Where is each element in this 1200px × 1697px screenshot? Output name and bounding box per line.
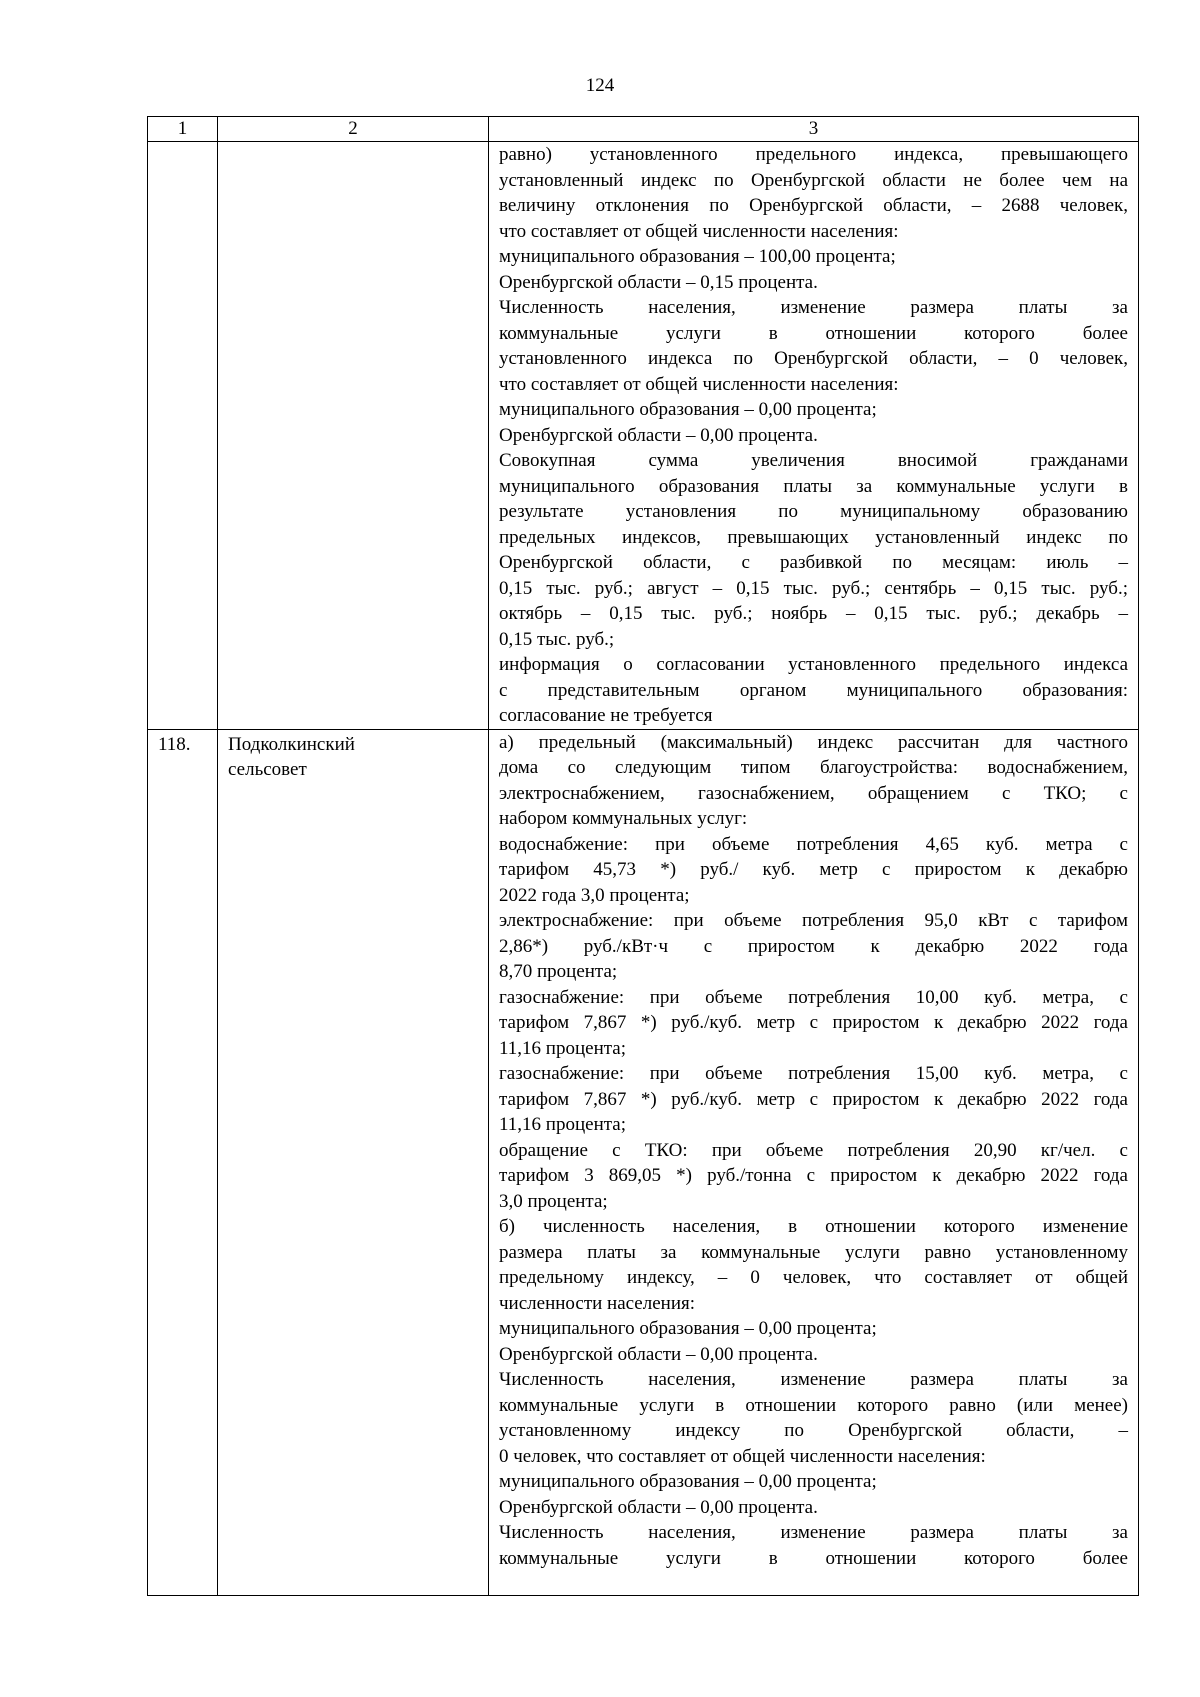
text-line: тарифом 3 869,05 *) руб./тонна с приростом к декабрю 2022 года (499, 1165, 1128, 1186)
text-line: 11,16 процента; (499, 1037, 626, 1059)
header-cell-3: 3 (489, 117, 1139, 142)
text-line: коммунальные услуги в отношении которого более (499, 322, 1128, 344)
text-line: обращение с ТКО: при объеме потребления 20,90 кг/чел. с (499, 1139, 1128, 1161)
table-row (148, 729, 1139, 1595)
text-line: установленному индексу по Оренбургской области, – (499, 1420, 1128, 1441)
text-line: предельных индексов, превышающих установленный индекс по (499, 526, 1128, 548)
text-line: 2022 года 3,0 процента; (499, 884, 690, 906)
text-line: с представительным органом муниципального образования: (499, 679, 1128, 701)
text-line: Численность населения, изменение размера платы за (499, 1369, 1128, 1390)
text-line: Оренбургской области – 0,00 процента. (499, 1343, 818, 1365)
text-line: электроснабжением, газоснабжением, обращением с ТКО; с (499, 782, 1128, 804)
text-line: Численность населения, изменение размера платы за (499, 1522, 1128, 1543)
text-line: Оренбургской области, с разбивкой по месяцам: июль – (499, 552, 1128, 573)
row-number-cell (148, 142, 218, 730)
text-line: Оренбургской области – 0,00 процента. (499, 424, 818, 446)
text-line: дома со следующим типом благоустройства: водоснабжением, (499, 757, 1128, 778)
text-line: тарифом 7,867 *) руб./куб. метр с приростом к декабрю 2022 года (499, 1012, 1128, 1033)
text-line: Совокупная сумма увеличения вносимой гражданами (499, 450, 1128, 471)
text-line: водоснабжение: при объеме потребления 4,65 куб. метра с (499, 833, 1128, 855)
row-name-cell (218, 729, 489, 1595)
text-line: набором коммунальных услуг: (499, 808, 748, 829)
row-text-cell (489, 729, 1139, 1595)
row-text-cell (489, 142, 1139, 730)
text-line: коммунальные услуги в отношении которого более (499, 1547, 1128, 1569)
text-line: результате установления по муниципальному образованию (499, 501, 1128, 522)
text-line: муниципального образования – 0,00 процента; (499, 1318, 877, 1339)
text-line: газоснабжение: при объеме потребления 10,00 куб. метра, с (499, 986, 1128, 1008)
text-line: 11,16 процента; (499, 1114, 626, 1135)
text-line: муниципального образования – 0,00 процента; (499, 399, 877, 420)
text-line: 3,0 процента; (499, 1190, 608, 1212)
text-line: Численность населения, изменение размера платы за (499, 297, 1128, 318)
text-line: Оренбургской области – 0,00 процента. (499, 1496, 818, 1518)
row-name-line: сельсовет (228, 759, 307, 780)
text-line: информация о согласовании установленного предельного индекса (499, 654, 1128, 675)
row-text-lines (499, 730, 1128, 1572)
text-line: б) численность населения, в отношении которого изменение (499, 1216, 1128, 1237)
text-line: 2,86*) руб./кВт·ч с приростом к декабрю 2022 года (499, 935, 1128, 957)
text-line: октябрь – 0,15 тыс. руб.; ноябрь – 0,15 тыс. руб.; декабрь – (499, 603, 1128, 624)
text-line: 0 человек, что составляет от общей численности населения: (499, 1445, 986, 1467)
text-line: 0,15 тыс. руб.; август – 0,15 тыс. руб.; сентябрь – 0,15 тыс. руб.; (499, 577, 1128, 599)
text-line: 8,70 процента; (499, 961, 618, 982)
text-line: газоснабжение: при объеме потребления 15,00 куб. метра, с (499, 1063, 1128, 1084)
text-line: предельному индексу, – 0 человек, что составляет от общей (499, 1267, 1128, 1288)
text-line: а) предельный (максимальный) индекс рассчитан для частного (499, 731, 1128, 753)
row-text-lines (499, 142, 1128, 729)
text-line: Оренбургской области – 0,15 процента. (499, 271, 818, 293)
document-table (147, 116, 1139, 1596)
text-line: установленного индекса по Оренбургской области, – 0 человек, (499, 348, 1128, 369)
text-line: муниципального образования – 100,00 процента; (499, 246, 896, 267)
text-line: что составляет от общей численности населения: (499, 220, 899, 242)
text-line: величину отклонения по Оренбургской области, – 2688 человек, (499, 195, 1128, 216)
row-number-cell: 118. (148, 729, 218, 1595)
table-row (148, 142, 1139, 730)
text-line: тарифом 45,73 *) руб./ куб. метр с приростом к декабрю (499, 859, 1128, 880)
text-line: размера платы за коммунальные услуги равно установленному (499, 1241, 1128, 1263)
text-line: что составляет от общей численности населения: (499, 373, 899, 395)
row-name-line: Подколкинский (228, 733, 355, 755)
text-line: электроснабжение: при объеме потребления 95,0 кВт с тарифом (499, 910, 1128, 931)
text-line: коммунальные услуги в отношении которого равно (или менее) (499, 1394, 1128, 1416)
page-number: 124 (585, 75, 615, 96)
header-cell-2: 2 (218, 117, 489, 142)
text-line: муниципального образования платы за коммунальные услуги в (499, 475, 1128, 497)
text-line: равно) установленного предельного индекса, превышающего (499, 144, 1128, 165)
text-line: муниципального образования – 0,00 процента; (499, 1471, 877, 1492)
text-line: 0,15 тыс. руб.; (499, 628, 615, 650)
header-cell-1: 1 (148, 117, 218, 142)
row-name-cell (218, 142, 489, 730)
text-line: установленный индекс по Оренбургской области не более чем на (499, 169, 1128, 191)
text-line: численности населения: (499, 1292, 696, 1314)
table-header-row (148, 117, 1139, 142)
text-line: согласование не требуется (499, 705, 713, 726)
text-line: тарифом 7,867 *) руб./куб. метр с приростом к декабрю 2022 года (499, 1088, 1128, 1110)
